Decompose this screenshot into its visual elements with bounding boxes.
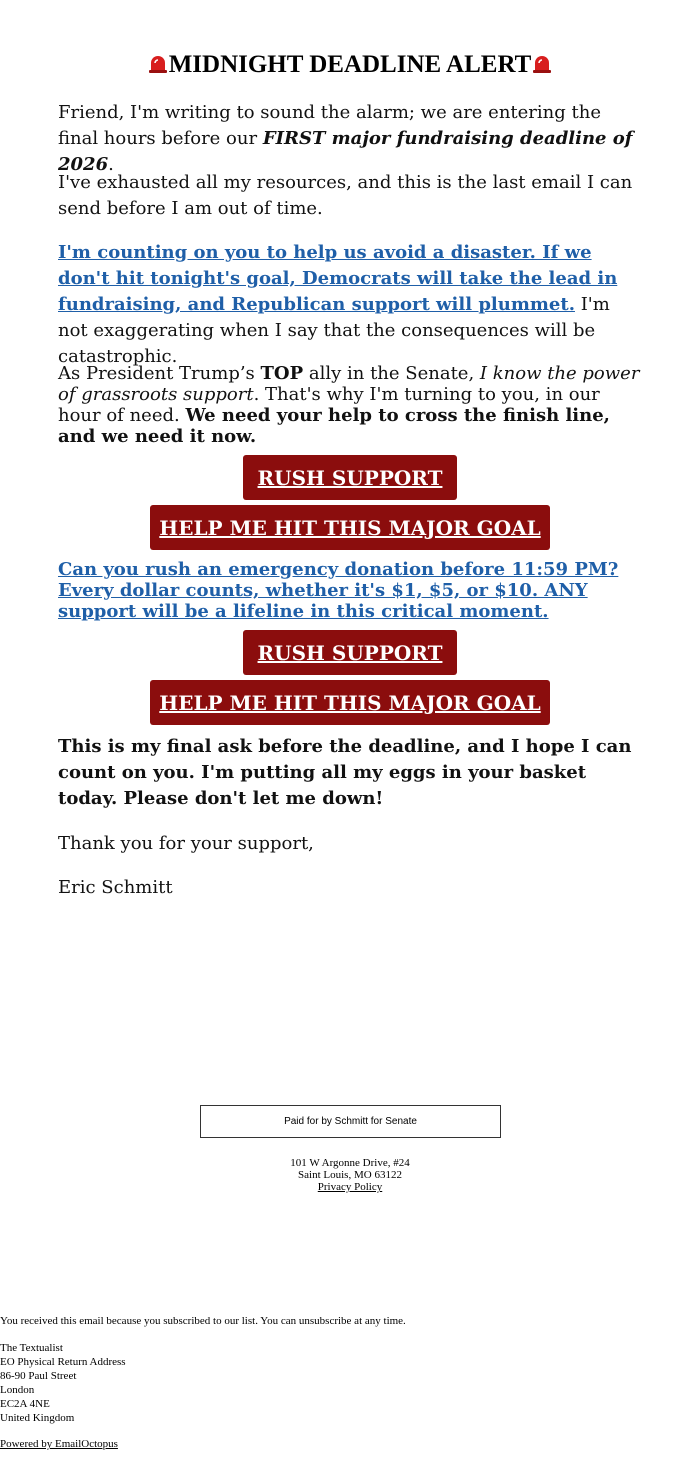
paid-for-text: Paid for by Schmitt for Senate [284,1116,417,1127]
address-line-1: 101 W Argonne Drive, #24 [290,1157,410,1169]
ally-top: TOP [260,363,304,384]
rush-support-button-2[interactable]: RUSH SUPPORT [243,630,457,675]
sender-street: 86-90 Paul Street [0,1370,77,1382]
emergency-paragraph [58,559,640,622]
paid-for-box [200,1105,501,1138]
sender-postcode: EC2A 4NE [0,1398,50,1410]
privacy-policy-link[interactable]: Privacy Policy [317,1181,383,1193]
siren-icon [147,52,169,74]
intro-period: . [108,154,114,175]
sender-address-line: EO Physical Return Address [0,1356,126,1368]
sender-city: London [0,1384,35,1396]
counting-after-text: I'm not exaggerating when I say that the consequences will be catastrophic. [58,294,610,367]
emergency-donation-link[interactable]: Can you rush an emergency donation before 11:59 PM? Every dollar counts, whether it's $1, $5, or $10. ANY support will be a lifeline in this critical moment. [58,559,619,622]
siren-icon [531,52,553,74]
powered-by [0,1437,118,1451]
ally-text-2: ally in the Senate, [303,363,480,384]
campaign-address [0,1157,700,1193]
headline [0,50,700,80]
headline-text: MIDNIGHT DEADLINE ALERT [168,51,532,78]
ally-paragraph [58,363,640,447]
rush-support-button[interactable]: RUSH SUPPORT [243,455,457,500]
signature: Eric Schmitt [58,877,173,898]
counting-link[interactable]: I'm counting on you to help us avoid a disaster. If we don't hit tonight's goal, Democrats will take the lead in fundraising, and Republican support will plummet. [58,242,618,315]
emailoctopus-link[interactable]: Powered by EmailOctopus [0,1438,118,1450]
sender-address [0,1341,126,1425]
intro-emphasis: FIRST major fundraising deadline of 2026 [58,128,633,175]
ally-italic: I know the power of grassroots support [58,363,640,405]
major-goal-button-2[interactable]: HELP ME HIT THIS MAJOR GOAL [150,680,550,725]
subscription-notice: You received this email because you subscribed to our list. You can unsubscribe at any time. [0,1315,406,1327]
exhausted-paragraph: I've exhausted all my resources, and this is the last email I can send before I am out of time. [58,172,633,219]
intro-text: Friend, I'm writing to sound the alarm; we are entering the final hours before our [58,102,601,149]
ally-text-3: . That's why I'm turning to you, in our hour of need. [58,384,600,426]
counting-paragraph [58,240,640,370]
final-ask-paragraph: This is my final ask before the deadline, and I hope I can count on you. I'm putting all my eggs in your basket today. Please don't let me down! [58,736,632,809]
major-goal-button[interactable]: HELP ME HIT THIS MAJOR GOAL [150,505,550,550]
ally-bold-callout: We need your help to cross the finish line, and we need it now. [58,405,610,447]
address-line-2: Saint Louis, MO 63122 [298,1169,402,1181]
intro-paragraph [58,100,640,178]
ally-text-1: As President Trump’s [58,363,261,384]
sender-name: The Textualist [0,1342,63,1354]
thanks-text: Thank you for your support, [58,833,314,854]
sender-country: United Kingdom [0,1412,75,1424]
